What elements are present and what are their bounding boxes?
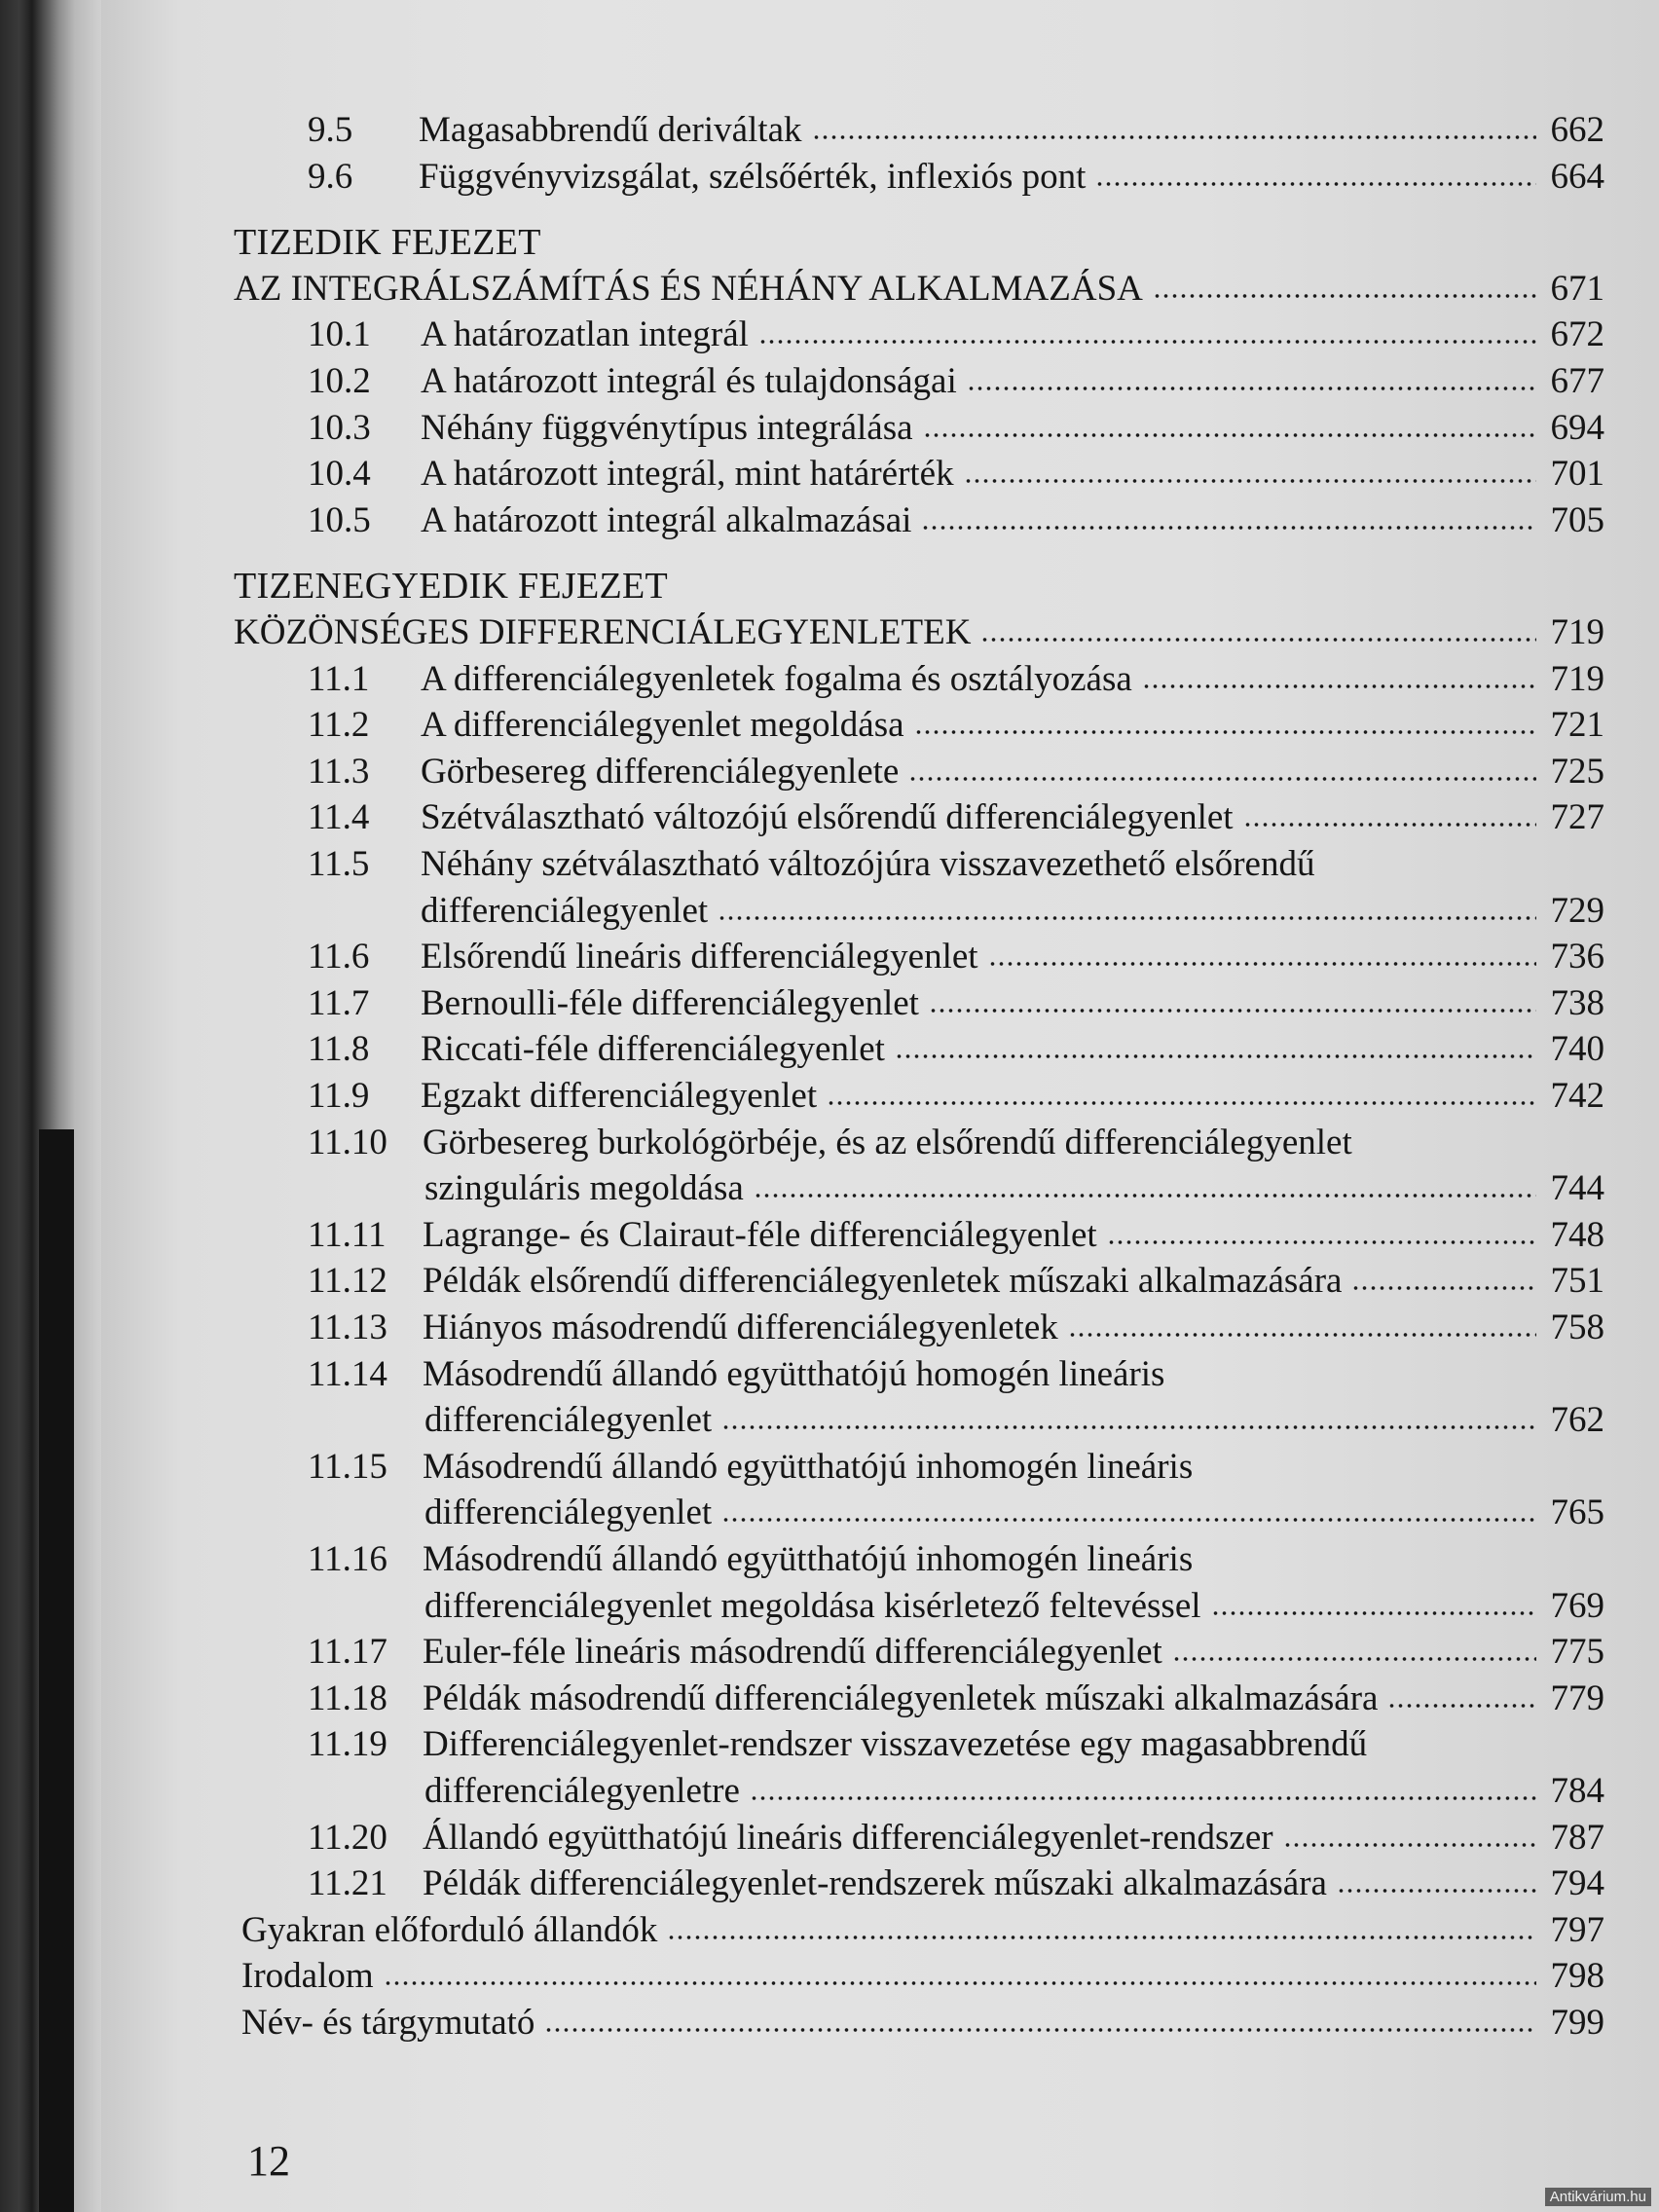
entry-number: 9.6 (308, 156, 353, 197)
entry-page: 740 (1550, 1029, 1604, 1070)
toc-entry (308, 1631, 1604, 1674)
entry-title: differenciálegyenletre (424, 1771, 740, 1811)
toc-entry (421, 890, 1604, 933)
entry-page: 765 (1550, 1493, 1604, 1533)
entry-page: 794 (1550, 1863, 1604, 1904)
entry-number: 11.4 (308, 797, 370, 838)
chapter-label: TIZENEGYEDIK FEJEZET (234, 566, 669, 608)
dot-leader (750, 1794, 1536, 1802)
entry-page: 787 (1550, 1817, 1604, 1858)
dot-leader (914, 728, 1536, 736)
toc-entry (234, 611, 1604, 654)
dot-leader (1142, 682, 1536, 690)
toc-entry (308, 1260, 1604, 1303)
entry-number: 10.1 (308, 314, 371, 355)
dot-leader (758, 338, 1536, 346)
entry-title: Euler-féle lineáris másodrendű differenciálegyenlet (423, 1632, 1162, 1673)
toc-entry (308, 407, 1604, 450)
entry-title: Példák elsőrendű differenciálegyenletek műszaki alkalmazására (423, 1261, 1343, 1302)
entry-number: 11.8 (308, 1029, 370, 1070)
toc-entry (241, 1955, 1604, 1998)
toc-entry (424, 1399, 1604, 1442)
entry-page: 758 (1550, 1308, 1604, 1347)
toc-entry (308, 1075, 1604, 1118)
entry-number: 11.2 (308, 705, 370, 746)
dot-leader (929, 1007, 1536, 1014)
dot-leader (1211, 1609, 1536, 1617)
dot-leader (1107, 1238, 1536, 1246)
dot-leader (721, 1516, 1536, 1524)
dot-leader (1351, 1284, 1536, 1292)
entry-title: differenciálegyenlet (424, 1493, 713, 1533)
entry-title: A határozott integrál alkalmazásai (421, 499, 912, 540)
toc-entry (308, 1122, 1604, 1164)
entry-title: Néhány szétválasztható változójúra visszavezethető elsőrendű (421, 844, 1315, 884)
entry-page: 775 (1550, 1632, 1604, 1673)
entry-page: 748 (1550, 1214, 1604, 1255)
entry-number: 10.5 (308, 499, 371, 540)
entry-page: 762 (1550, 1400, 1604, 1441)
toc-entry (308, 313, 1604, 356)
entry-title: Egzakt differenciálegyenlet (421, 1076, 818, 1116)
entry-title: A határozott integrál, mint határérték (421, 454, 954, 495)
toc-entry (308, 1353, 1604, 1396)
entry-page: 719 (1550, 612, 1604, 652)
dot-leader (1283, 1841, 1536, 1849)
entry-page: 751 (1550, 1261, 1604, 1302)
entry-title: Irodalom (241, 1956, 374, 1997)
entry-number: 11.17 (308, 1632, 387, 1673)
entry-page: 677 (1550, 361, 1604, 401)
entry-title: Példák másodrendű differenciálegyenletek műszaki alkalmazására (423, 1677, 1379, 1718)
entry-number: 11.21 (308, 1863, 387, 1904)
dot-leader (754, 1192, 1536, 1199)
entry-page: 798 (1550, 1956, 1604, 1997)
page-number: 12 (247, 2137, 290, 2185)
entry-title: Másodrendű állandó együtthatójú homogén lineáris (423, 1353, 1165, 1394)
entry-title: Bernoulli-féle differenciálegyenlet (421, 982, 919, 1023)
entry-number: 11.7 (308, 982, 370, 1023)
toc-entry (308, 1028, 1604, 1071)
dot-leader (718, 914, 1536, 922)
toc-entry (308, 982, 1604, 1025)
toc-entry (308, 1538, 1604, 1581)
entry-number: 11.10 (308, 1122, 387, 1162)
entry-page: 738 (1550, 982, 1604, 1023)
entry-title: Függvényvizsgálat, szélsőérték, inflexiós pont (419, 156, 1087, 197)
entry-title: A differenciálegyenletek fogalma és osztályozása (421, 658, 1132, 699)
toc-entry (308, 1723, 1604, 1766)
entry-number: 10.2 (308, 361, 371, 401)
entry-page: 705 (1550, 499, 1604, 540)
toc-entry (424, 1492, 1604, 1534)
entry-title: A határozatlan integrál (421, 314, 749, 355)
dot-leader (1243, 821, 1536, 829)
toc-entry (234, 268, 1604, 311)
dot-leader (967, 385, 1536, 392)
dot-leader (544, 2026, 1536, 2034)
entry-number: 11.1 (308, 658, 370, 699)
dot-leader (980, 636, 1536, 644)
toc-entry (424, 1770, 1604, 1813)
entry-title: differenciálegyenlet megoldása kisérletező feltevéssel (424, 1585, 1201, 1626)
toc-entry (308, 658, 1604, 701)
entry-title: Elsőrendű lineáris differenciálegyenlet (421, 937, 978, 977)
entry-title: Gyakran előforduló állandók (241, 1909, 658, 1950)
dot-leader (384, 1979, 1536, 1987)
dot-leader (923, 431, 1536, 439)
dot-leader (988, 960, 1536, 968)
entry-page: 694 (1550, 407, 1604, 448)
dot-leader (1387, 1702, 1536, 1710)
toc-entry (308, 936, 1604, 978)
toc-entry (308, 453, 1604, 496)
entry-title: Másodrendű állandó együtthatójú inhomogén lineáris (423, 1539, 1194, 1579)
entry-title: Néhány függvénytípus integrálása (421, 407, 913, 448)
entry-number: 10.4 (308, 454, 371, 495)
entry-title: Állandó együtthatójú lineáris differenciálegyenlet-rendszer (423, 1817, 1273, 1858)
entry-title: differenciálegyenlet (424, 1400, 713, 1441)
toc-entry (308, 704, 1604, 747)
entry-page: 671 (1550, 268, 1604, 309)
entry-title: Riccati-féle differenciálegyenlet (421, 1029, 885, 1070)
entry-page: 727 (1550, 797, 1604, 838)
entry-number: 11.16 (308, 1539, 387, 1579)
toc-entry (424, 1167, 1604, 1210)
toc-entry (308, 751, 1604, 793)
toc-entry (308, 1862, 1604, 1905)
entry-number: 11.19 (308, 1724, 387, 1765)
entry-title: differenciálegyenlet (421, 890, 709, 931)
dot-leader (812, 133, 1537, 141)
entry-title: Görbesereg burkológörbéje, és az elsőrendű differenciálegyenlet (423, 1122, 1352, 1162)
entry-page: 672 (1550, 314, 1604, 355)
entry-number: 11.14 (308, 1353, 387, 1394)
entry-number: 11.15 (308, 1446, 387, 1487)
dot-leader (1153, 292, 1536, 300)
entry-page: 744 (1550, 1168, 1604, 1209)
entry-title: szinguláris megoldása (424, 1168, 744, 1209)
entry-number: 11.20 (308, 1817, 387, 1858)
entry-page: 719 (1550, 658, 1604, 699)
entry-page: 664 (1550, 156, 1604, 197)
entry-title: A határozott integrál és tulajdonságai (421, 361, 957, 401)
toc-entry (308, 499, 1604, 542)
entry-number: 11.3 (308, 751, 370, 792)
toc-entry (308, 156, 1604, 199)
dot-leader (827, 1099, 1536, 1107)
entry-title: AZ INTEGRÁLSZÁMÍTÁS ÉS NÉHÁNY ALKALMAZÁSA (234, 268, 1143, 309)
entry-number: 11.12 (308, 1261, 387, 1302)
toc-entry (308, 1214, 1604, 1257)
entry-title: Görbesereg differenciálegyenlete (421, 751, 900, 792)
entry-page: 662 (1550, 110, 1604, 150)
entry-title: Név- és tárgymutató (241, 2003, 535, 2043)
entry-page: 797 (1550, 1909, 1604, 1950)
watermark: Antikvárium.hu (1545, 2188, 1651, 2206)
entry-page: 784 (1550, 1771, 1604, 1811)
entry-title: Magasabbrendű deriváltak (419, 110, 802, 150)
toc-entry (241, 1909, 1604, 1952)
entry-page: 742 (1550, 1076, 1604, 1116)
entry-title: Differenciálegyenlet-rendszer visszavezetése egy magasabbrendű (423, 1724, 1368, 1765)
dot-leader (964, 477, 1536, 485)
entry-number: 11.13 (308, 1308, 387, 1347)
entry-page: 725 (1550, 751, 1604, 792)
entry-number: 11.6 (308, 937, 370, 977)
entry-page: 799 (1550, 2003, 1604, 2043)
toc-entry (308, 1307, 1604, 1349)
toc-entry (308, 1817, 1604, 1860)
entry-title: Lagrange- és Clairaut-féle differenciálegyenlet (423, 1214, 1097, 1255)
entry-number: 11.9 (308, 1076, 370, 1116)
dot-leader (908, 775, 1536, 783)
toc-entry (308, 1446, 1604, 1489)
entry-number: 9.5 (308, 110, 353, 150)
entry-page: 779 (1550, 1677, 1604, 1718)
toc-entry (308, 843, 1604, 886)
chapter-label: TIZEDIK FEJEZET (234, 222, 541, 264)
entry-title: Másodrendű állandó együtthatójú inhomogén lineáris (423, 1446, 1194, 1487)
dot-leader (921, 524, 1536, 532)
entry-title: KÖZÖNSÉGES DIFFERENCIÁLEGYENLETEK (234, 612, 972, 652)
dot-leader (667, 1934, 1536, 1941)
toc-entry (308, 1677, 1604, 1720)
entry-number: 11.18 (308, 1677, 387, 1718)
entry-page: 729 (1550, 890, 1604, 931)
entry-number: 10.3 (308, 407, 371, 448)
entry-number: 11.5 (308, 844, 370, 884)
dot-leader (1337, 1887, 1536, 1895)
entry-title: A differenciálegyenlet megoldása (421, 705, 904, 746)
entry-page: 721 (1550, 705, 1604, 746)
toc-entry (308, 360, 1604, 403)
toc-entry (308, 109, 1604, 152)
entry-number: 11.11 (308, 1214, 387, 1255)
toc-entry (308, 796, 1604, 839)
dot-leader (1095, 180, 1536, 188)
dot-leader (721, 1423, 1536, 1431)
entry-title: Példák differenciálegyenlet-rendszerek műszaki alkalmazására (423, 1863, 1327, 1904)
entry-page: 769 (1550, 1585, 1604, 1626)
toc-entry (424, 1585, 1604, 1628)
entry-title: Hiányos másodrendű differenciálegyenletek (423, 1308, 1058, 1347)
entry-title: Szétválasztható változójú elsőrendű differenciálegyenlet (421, 797, 1234, 838)
entry-page: 736 (1550, 937, 1604, 977)
dot-leader (1068, 1331, 1536, 1339)
dot-leader (895, 1052, 1536, 1060)
toc-entry (241, 2002, 1604, 2045)
dot-leader (1172, 1655, 1536, 1663)
entry-page: 701 (1550, 454, 1604, 495)
